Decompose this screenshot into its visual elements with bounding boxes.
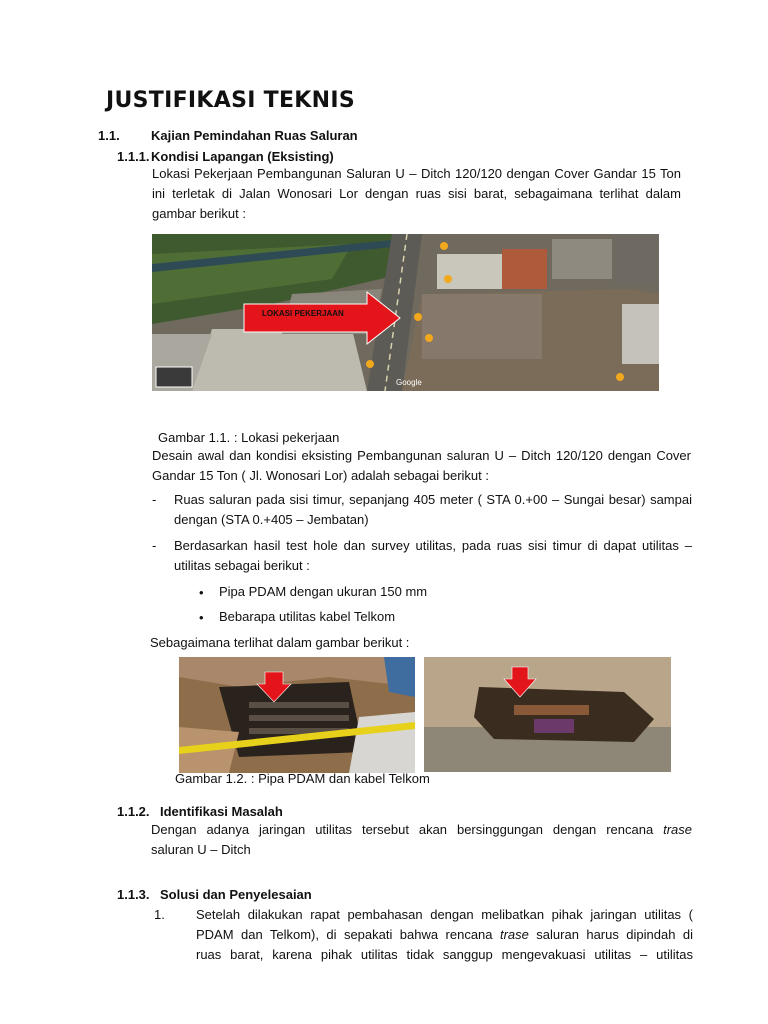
solution-line-2 (196, 925, 693, 945)
dash-marker-1: - (152, 492, 157, 507)
problem-text-a: Dengan adanya jaringan utilitas tersebut akan bersinggungan dengan rencana (151, 822, 664, 837)
solution-line-1: Setelah dilakukan rapat pembahasan dengan melibatkan pihak jaringan utilitas ( (196, 907, 693, 922)
map-arrow-label: LOKASI PEKERJAAN (262, 309, 344, 318)
dash-marker-2: - (152, 538, 157, 553)
solution-line-2a: PDAM dan Telkom), di sepakati bahwa rencana (196, 927, 500, 942)
section-1-1-number: 1.1. (98, 128, 120, 143)
dash-item-1: Ruas saluran pada sisi timur, sepanjang 405 meter ( STA 0.+00 – Sungai besar) sampai dengan (STA 0.+405 – Jembatan) (174, 492, 692, 527)
photo-telkom-cable (424, 657, 671, 772)
dash-item-2: Berdasarkan hasil test hole dan survey utilitas, pada ruas sisi timur di dapat utilitas – utilitas sebagai berikut : (174, 538, 692, 573)
pipe-photo-illustration (179, 657, 415, 773)
caption-figure-1-1: Gambar 1.1. : Lokasi pekerjaan (158, 430, 340, 445)
photo-pdam-pipe (179, 657, 415, 773)
satellite-map-illustration (152, 234, 659, 391)
section-1-1-1-title: Kondisi Lapangan (Eksisting) (151, 149, 334, 164)
bullet-item-2: Bebarapa utilitas kabel Telkom (219, 609, 396, 624)
section-1-1-3-title: Solusi dan Penyelesaian (160, 887, 312, 902)
problem-text-trase: trase (663, 822, 692, 837)
section-1-1-1-number: 1.1.1. (117, 149, 150, 164)
bullet-dot-1: • (199, 585, 204, 600)
cable-photo-illustration (424, 657, 671, 772)
document-title: JUSTIFIKASI TEKNIS (106, 88, 355, 113)
solution-line-3: ruas barat, karena pihak utilitas tidak sanggup mengevakuasi utilitas – utilitas (196, 947, 693, 962)
problem-line-1 (151, 820, 692, 840)
paragraph-design: Desain awal dan kondisi eksisting Pembangunan saluran U – Ditch 120/120 dengan Cover Gandar 15 Ton ( Jl. Wonosari Lor) adalah sebagai berikut : (152, 448, 691, 483)
solution-trase: trase (499, 927, 529, 942)
section-1-1-2-title: Identifikasi Masalah (160, 804, 283, 819)
bullet-dot-2: • (199, 610, 204, 625)
section-1-1-2-number: 1.1.2. (117, 804, 150, 819)
location-map-image (152, 234, 659, 391)
map-google-watermark: Google (396, 378, 422, 387)
paragraph-location: Lokasi Pekerjaan Pembangunan Saluran U – Ditch 120/120 dengan Cover Gandar 15 Ton ini terletak di Jalan Wonosari Lor dengan ruas sisi barat, sebagaimana terlihat dalam gambar berikut : (152, 166, 681, 221)
solution-item-number: 1. (154, 907, 165, 922)
section-1-1-3-number: 1.1.3. (117, 887, 150, 902)
caption-figure-1-2: Gambar 1.2. : Pipa PDAM dan kabel Telkom (175, 771, 430, 786)
solution-line-2b: saluran harus dipindah di (528, 927, 693, 942)
paragraph-see-figure: Sebagaimana terlihat dalam gambar berikut : (150, 635, 410, 650)
section-1-1-title: Kajian Pemindahan Ruas Saluran (151, 128, 358, 143)
problem-line-2: saluran U – Ditch (151, 842, 251, 857)
bullet-item-1: Pipa PDAM dengan ukuran 150 mm (219, 584, 428, 599)
